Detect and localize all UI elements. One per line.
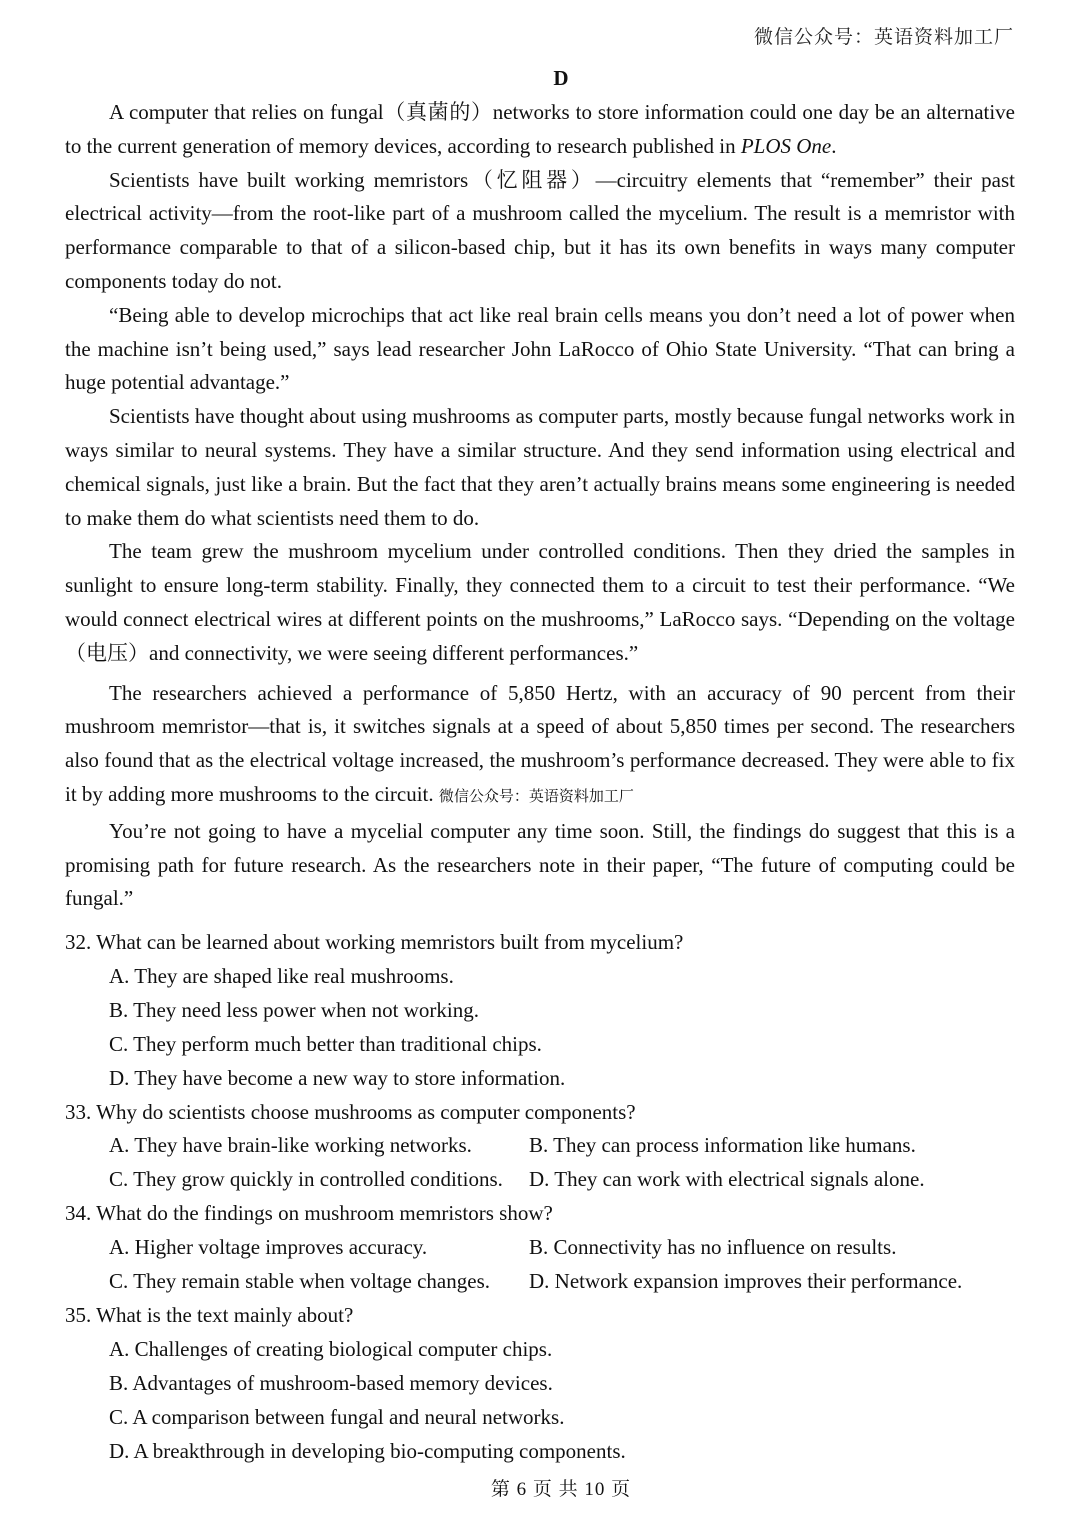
question-33 <box>65 1096 1015 1198</box>
option-d: D. They can work with electrical signals alone. <box>529 1167 925 1192</box>
question-35 <box>65 1299 1015 1469</box>
option-b: B. Advantages of mushroom-based memory devices. <box>109 1370 553 1395</box>
option-row <box>109 1231 1015 1265</box>
paragraph-1 <box>65 96 1015 164</box>
option-row <box>109 1163 1015 1197</box>
option-a: A. They are shaped like real mushrooms. <box>109 963 454 988</box>
paragraph-2: Scientists have built working memristors（忆阻器）—circuitry elements that “remember” their past electrical activity—from the root-like part of a mushroom called the mycelium. The result is a memristor with performance comparable to that of a silicon-based chip, but it has its own benefits in ways many computer components today do not. <box>65 167 1015 293</box>
paragraph-4: Scientists have thought about using mushrooms as computer parts, mostly because fungal networks work in ways similar to neural systems. They have a similar structure. And they send information using electrical and chemical signals, just like a brain. But the fact that they aren’t actually brains means some engineering is needed to make them do what scientists need them to do. <box>65 404 1015 530</box>
paragraph-5: The team grew the mushroom mycelium under controlled conditions. Then they dried the samples in sunlight to ensure long-term stability. Finally, they connected them to a circuit to test their performance. “We would connect electrical wires at different points on the mushrooms,” LaRocco says. “Depending on the voltage（电压）and connectivity, we were seeing different performances.” <box>65 539 1015 665</box>
question-32 <box>65 926 1015 1096</box>
question-34 <box>65 1197 1015 1299</box>
paragraph-1-text: A computer that relies on fungal（真菌的）networks to store information could one day be an alternative to the current generation of memory devices, according to research published in <box>65 100 1015 158</box>
option-c: C. They perform much better than traditional chips. <box>109 1031 542 1056</box>
option-b: B. They can process information like humans. <box>529 1133 916 1158</box>
question-stem: 35. What is the text mainly about? <box>65 1302 354 1327</box>
reading-passage <box>65 96 1015 916</box>
option-d: D. Network expansion improves their performance. <box>529 1269 963 1294</box>
option-d: D. A breakthrough in developing bio-computing components. <box>109 1438 626 1463</box>
option-d: D. They have become a new way to store information. <box>109 1065 566 1090</box>
paragraph-6-text: The researchers achieved a performance of 5,850 Hertz, with an accuracy of 90 percent from their mushroom memristor—that is, it switches signals at a speed of about 5,850 times per second. The researchers also found that as the electrical voltage increased, the mushroom’s performance decreased. They were able to fix it by adding more mushrooms to the circuit. <box>65 680 1015 806</box>
option-a: A. Higher voltage improves accuracy. <box>109 1235 428 1260</box>
option-c: C. They remain stable when voltage changes. <box>109 1269 490 1294</box>
option-b: B. Connectivity has no influence on results. <box>529 1235 897 1260</box>
option-a: A. Challenges of creating biological computer chips. <box>109 1336 553 1361</box>
paragraph-7: You’re not going to have a mycelial computer any time soon. Still, the findings do suggest that this is a promising path for future research. As the researchers note in their paper, “The future of computing could be fungal.” <box>65 818 1015 911</box>
option-c: C. A comparison between fungal and neural networks. <box>109 1404 565 1429</box>
journal-name: PLOS One <box>740 133 832 158</box>
paragraph-3: “Being able to develop microchips that act like real brain cells means you don’t need a lot of power when the machine isn’t being used,” says lead researcher John LaRocco of Ohio State University. “That can bring a huge potential advantage.” <box>65 302 1015 395</box>
paragraph-1-end: . <box>831 133 837 158</box>
question-stem: 34. What do the findings on mushroom memristors show? <box>65 1201 553 1226</box>
option-a: A. They have brain-like working networks. <box>109 1133 472 1158</box>
question-stem: 33. Why do scientists choose mushrooms as computer components? <box>65 1099 636 1124</box>
option-c: C. They grow quickly in controlled conditions. <box>109 1167 503 1192</box>
option-row <box>109 1265 1015 1299</box>
inline-source-note: 微信公众号：英语资料加工厂 <box>438 788 634 805</box>
section-title: D <box>553 66 569 90</box>
page-header-source: 微信公众号：英语资料加工厂 <box>753 27 1014 48</box>
question-list <box>65 926 1015 1469</box>
option-row <box>109 1129 1015 1163</box>
option-b: B. They need less power when not working. <box>109 997 479 1022</box>
question-stem: 32. What can be learned about working memristors built from mycelium? <box>65 930 684 954</box>
page-footer-number: 第 6 页 共 10 页 <box>490 1479 632 1500</box>
paragraph-6 <box>65 677 1015 815</box>
